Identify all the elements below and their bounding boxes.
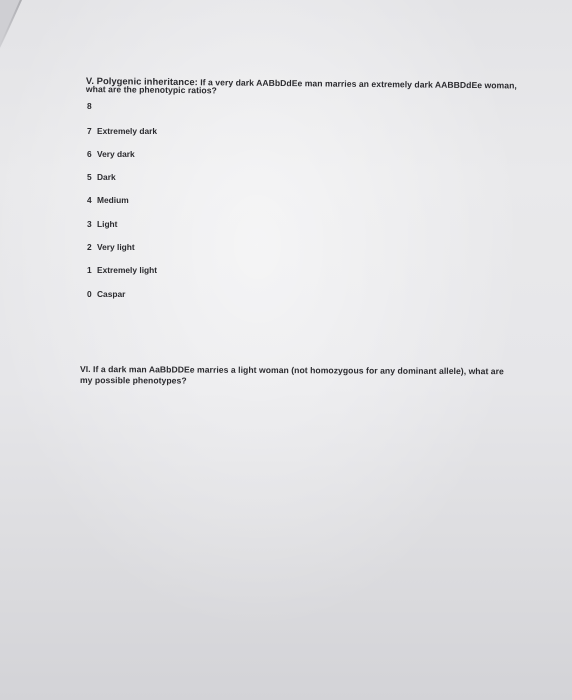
scale-item-5 — [87, 172, 116, 183]
question-6-line-1: VI. If a dark man AaBbDDEe marries a light woman (not homozygous for any dominant allele), what are — [79, 364, 504, 377]
question-5-text: If a very dark AABbDdEe man marries an extremely dark AABBDdEe woman, — [200, 77, 517, 91]
scale-item-1 — [87, 265, 157, 276]
scale-item-3 — [87, 219, 117, 230]
question-5-line-2: what are the phenotypic ratios? — [85, 83, 217, 96]
scale-label: Extremely dark — [97, 126, 158, 136]
scale-number: 7 — [87, 126, 92, 136]
scale-number: 6 — [87, 149, 92, 159]
question-5-heading: V. Polygenic inheritance: — [85, 74, 198, 88]
scale-item-7 — [87, 126, 157, 137]
scale-item-2 — [87, 242, 135, 253]
scale-number: 0 — [87, 289, 92, 299]
scale-label: Caspar — [97, 289, 126, 299]
scale-number: 8 — [87, 101, 92, 111]
scale-label: Very light — [97, 242, 135, 252]
scale-number: 3 — [87, 219, 92, 229]
scale-number: 5 — [87, 172, 92, 182]
question-6-line-2: my possible phenotypes? — [79, 375, 187, 386]
scale-number: 4 — [87, 195, 92, 205]
scale-label: Extremely light — [97, 265, 158, 275]
scale-item-4 — [87, 195, 129, 206]
scale-item-8 — [87, 101, 97, 112]
scale-label: Medium — [97, 195, 129, 205]
scale-item-0 — [87, 289, 125, 300]
scale-number: 1 — [87, 265, 92, 275]
scale-label: Light — [97, 219, 118, 229]
scale-item-6 — [87, 149, 135, 160]
scale-number: 2 — [87, 242, 92, 252]
scale-label: Very dark — [97, 149, 135, 159]
scale-label: Dark — [97, 172, 116, 182]
